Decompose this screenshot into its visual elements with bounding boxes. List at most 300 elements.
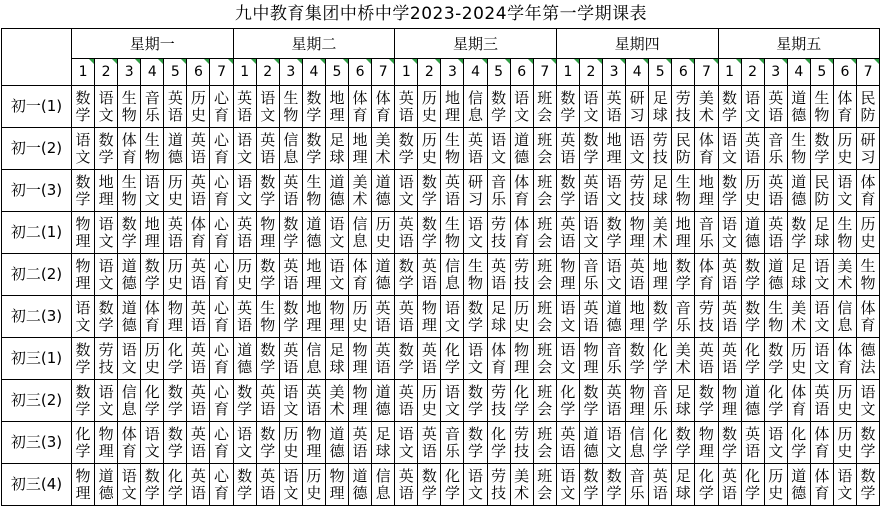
subject-cell bbox=[233, 464, 256, 506]
cell-comment-marker-icon bbox=[851, 59, 856, 64]
subject-cell bbox=[395, 380, 418, 422]
subject-label: 地 理 bbox=[629, 298, 645, 334]
period-number bbox=[579, 59, 602, 86]
subject-cell bbox=[418, 86, 441, 128]
subject-label: 信 息 bbox=[352, 214, 368, 250]
subject-cell bbox=[510, 128, 533, 170]
subject-cell bbox=[372, 170, 395, 212]
subject-cell bbox=[210, 212, 233, 254]
subject-label: 英 语 bbox=[260, 130, 276, 166]
subject-label: 足 球 bbox=[675, 382, 691, 418]
subject-cell bbox=[187, 380, 210, 422]
subject-cell bbox=[856, 296, 879, 338]
subject-cell bbox=[302, 212, 325, 254]
subject-cell bbox=[510, 170, 533, 212]
subject-label: 体 育 bbox=[144, 298, 160, 334]
subject-label: 足 球 bbox=[791, 256, 807, 292]
subject-cell bbox=[187, 212, 210, 254]
subject-label: 道 德 bbox=[352, 466, 368, 502]
subject-label: 物 理 bbox=[75, 256, 91, 292]
subject-cell bbox=[95, 128, 118, 170]
subject-cell bbox=[603, 380, 626, 422]
subject-cell bbox=[95, 212, 118, 254]
subject-cell bbox=[464, 338, 487, 380]
subject-label: 英 语 bbox=[190, 382, 206, 418]
subject-cell bbox=[672, 338, 695, 380]
period-number bbox=[856, 59, 879, 86]
subject-cell bbox=[533, 464, 556, 506]
subject-label: 民 防 bbox=[675, 130, 691, 166]
subject-label: 足 球 bbox=[652, 88, 668, 124]
subject-label: 英 语 bbox=[768, 214, 784, 250]
subject-cell bbox=[510, 254, 533, 296]
subject-cell bbox=[441, 128, 464, 170]
subject-label: 生 物 bbox=[121, 172, 137, 208]
subject-label: 英 语 bbox=[190, 340, 206, 376]
subject-label: 英 语 bbox=[768, 172, 784, 208]
subject-cell bbox=[418, 128, 441, 170]
subject-label: 物 理 bbox=[629, 214, 645, 250]
subject-cell bbox=[579, 380, 602, 422]
cell-comment-marker-icon bbox=[135, 59, 140, 64]
subject-cell bbox=[141, 380, 164, 422]
subject-cell bbox=[764, 128, 787, 170]
subject-cell bbox=[718, 296, 741, 338]
subject-cell bbox=[695, 380, 718, 422]
subject-label: 地 理 bbox=[352, 130, 368, 166]
subject-label: 生 物 bbox=[468, 256, 484, 292]
subject-label: 历 史 bbox=[167, 172, 183, 208]
period-number-label: 6 bbox=[517, 64, 527, 80]
subject-label: 数 学 bbox=[722, 88, 738, 124]
subject-label: 劳 技 bbox=[491, 382, 507, 418]
period-number-label: 2 bbox=[424, 64, 434, 80]
period-number-label: 5 bbox=[655, 64, 665, 80]
subject-label: 体 育 bbox=[514, 214, 530, 250]
subject-label: 化 学 bbox=[491, 424, 507, 460]
subject-label: 体 育 bbox=[352, 88, 368, 124]
subject-label: 语 文 bbox=[144, 424, 160, 460]
subject-label: 历 史 bbox=[768, 466, 784, 502]
subject-label: 数 学 bbox=[75, 172, 91, 208]
subject-label: 班 会 bbox=[537, 340, 553, 376]
subject-cell bbox=[487, 464, 510, 506]
subject-cell bbox=[464, 380, 487, 422]
subject-cell bbox=[325, 338, 348, 380]
subject-cell bbox=[233, 254, 256, 296]
subject-label: 民 防 bbox=[814, 172, 830, 208]
subject-label: 历 史 bbox=[745, 172, 761, 208]
subject-cell bbox=[787, 170, 810, 212]
subject-cell bbox=[72, 464, 95, 506]
subject-label: 地 理 bbox=[98, 172, 114, 208]
subject-cell bbox=[372, 464, 395, 506]
subject-label: 英 语 bbox=[283, 340, 299, 376]
subject-label: 历 史 bbox=[190, 88, 206, 124]
subject-label: 数 学 bbox=[237, 382, 253, 418]
subject-label: 英 语 bbox=[375, 340, 391, 376]
subject-cell bbox=[695, 296, 718, 338]
subject-label: 地 理 bbox=[306, 256, 322, 292]
subject-label: 美 术 bbox=[675, 340, 691, 376]
subject-label: 数 学 bbox=[583, 130, 599, 166]
subject-cell bbox=[233, 422, 256, 464]
subject-label: 班 会 bbox=[537, 172, 553, 208]
subject-label: 音 乐 bbox=[583, 256, 599, 292]
subject-label: 地 理 bbox=[652, 256, 668, 292]
subject-cell bbox=[579, 422, 602, 464]
subject-label: 化 学 bbox=[652, 424, 668, 460]
subject-label: 语 文 bbox=[560, 466, 576, 502]
subject-label: 英 语 bbox=[167, 214, 183, 250]
subject-label: 语 文 bbox=[722, 130, 738, 166]
subject-label: 数 学 bbox=[421, 172, 437, 208]
subject-cell bbox=[302, 338, 325, 380]
subject-label: 道 德 bbox=[329, 172, 345, 208]
subject-label: 化 学 bbox=[514, 382, 530, 418]
subject-label: 英 语 bbox=[190, 298, 206, 334]
period-number bbox=[695, 59, 718, 86]
cell-comment-marker-icon bbox=[274, 59, 279, 64]
subject-cell bbox=[810, 296, 833, 338]
subject-cell bbox=[325, 86, 348, 128]
cell-comment-marker-icon bbox=[805, 59, 810, 64]
subject-cell bbox=[833, 422, 856, 464]
subject-cell bbox=[210, 380, 233, 422]
subject-label: 物 理 bbox=[75, 466, 91, 502]
subject-label: 语 文 bbox=[237, 172, 253, 208]
subject-cell bbox=[649, 338, 672, 380]
subject-label: 英 语 bbox=[306, 382, 322, 418]
subject-label: 语 文 bbox=[814, 298, 830, 334]
subject-cell bbox=[810, 338, 833, 380]
subject-label: 语 文 bbox=[121, 340, 137, 376]
subject-cell bbox=[164, 254, 187, 296]
subject-label: 心 育 bbox=[214, 256, 230, 292]
subject-cell bbox=[810, 380, 833, 422]
subject-cell bbox=[533, 254, 556, 296]
period-number-label: 1 bbox=[563, 64, 573, 80]
period-number bbox=[672, 59, 695, 86]
cell-comment-marker-icon bbox=[574, 59, 579, 64]
subject-label: 化 学 bbox=[167, 340, 183, 376]
subject-label: 数 学 bbox=[860, 424, 876, 460]
subject-label: 生 物 bbox=[837, 214, 853, 250]
subject-label: 数 学 bbox=[468, 382, 484, 418]
subject-label: 语 文 bbox=[98, 382, 114, 418]
subject-label: 数 学 bbox=[675, 256, 691, 292]
subject-cell bbox=[856, 212, 879, 254]
subject-cell bbox=[603, 212, 626, 254]
subject-label: 信 息 bbox=[837, 298, 853, 334]
period-number-label: 4 bbox=[632, 64, 642, 80]
subject-label: 英 语 bbox=[583, 172, 599, 208]
period-number-label: 1 bbox=[401, 64, 411, 80]
subject-cell bbox=[810, 128, 833, 170]
subject-label: 信 息 bbox=[306, 340, 322, 376]
subject-cell bbox=[395, 170, 418, 212]
subject-label: 英 语 bbox=[190, 130, 206, 166]
subject-cell bbox=[626, 422, 649, 464]
period-number bbox=[349, 59, 372, 86]
subject-cell bbox=[256, 380, 279, 422]
period-number bbox=[141, 59, 164, 86]
period-number-label: 5 bbox=[494, 64, 504, 80]
period-number bbox=[395, 59, 418, 86]
subject-label: 数 学 bbox=[583, 382, 599, 418]
subject-label: 英 语 bbox=[652, 466, 668, 502]
subject-cell bbox=[279, 464, 302, 506]
subject-cell bbox=[856, 422, 879, 464]
subject-label: 语 文 bbox=[837, 466, 853, 502]
subject-cell bbox=[764, 212, 787, 254]
subject-cell bbox=[810, 86, 833, 128]
subject-cell bbox=[626, 338, 649, 380]
cell-comment-marker-icon bbox=[228, 59, 233, 64]
period-number-label: 6 bbox=[840, 64, 850, 80]
subject-label: 英 语 bbox=[421, 424, 437, 460]
subject-cell bbox=[418, 254, 441, 296]
subject-cell bbox=[695, 86, 718, 128]
subject-cell bbox=[718, 170, 741, 212]
subject-label: 英 语 bbox=[398, 88, 414, 124]
subject-cell bbox=[833, 464, 856, 506]
period-number bbox=[372, 59, 395, 86]
subject-cell bbox=[672, 296, 695, 338]
subject-label: 数 学 bbox=[398, 340, 414, 376]
subject-cell bbox=[233, 86, 256, 128]
subject-label: 语 文 bbox=[75, 130, 91, 166]
subject-cell bbox=[603, 464, 626, 506]
subject-cell bbox=[764, 86, 787, 128]
subject-label: 物 理 bbox=[329, 466, 345, 502]
subject-cell bbox=[279, 170, 302, 212]
subject-cell bbox=[256, 254, 279, 296]
subject-cell bbox=[164, 380, 187, 422]
subject-label: 地 理 bbox=[306, 298, 322, 334]
cell-comment-marker-icon bbox=[343, 59, 348, 64]
subject-label: 劳 技 bbox=[491, 214, 507, 250]
subject-label: 美 术 bbox=[352, 172, 368, 208]
subject-cell bbox=[72, 338, 95, 380]
subject-cell bbox=[649, 296, 672, 338]
subject-label: 化 学 bbox=[745, 466, 761, 502]
subject-cell bbox=[95, 380, 118, 422]
subject-cell bbox=[164, 128, 187, 170]
subject-label: 语 文 bbox=[606, 256, 622, 292]
subject-label: 语 文 bbox=[98, 88, 114, 124]
subject-cell bbox=[141, 212, 164, 254]
period-number bbox=[233, 59, 256, 86]
subject-cell bbox=[302, 380, 325, 422]
period-number bbox=[626, 59, 649, 86]
class-name: 初一(1) bbox=[2, 86, 72, 128]
subject-label: 生 物 bbox=[121, 88, 137, 124]
subject-label: 数 学 bbox=[583, 466, 599, 502]
subject-label: 生 物 bbox=[283, 88, 299, 124]
subject-label: 英 语 bbox=[745, 424, 761, 460]
period-number bbox=[418, 59, 441, 86]
subject-cell bbox=[164, 338, 187, 380]
subject-label: 道 德 bbox=[329, 424, 345, 460]
period-number bbox=[833, 59, 856, 86]
subject-cell bbox=[833, 128, 856, 170]
subject-cell bbox=[464, 296, 487, 338]
subject-label: 数 学 bbox=[260, 424, 276, 460]
subject-label: 数 学 bbox=[144, 256, 160, 292]
class-name: 初二(1) bbox=[2, 212, 72, 254]
subject-label: 道 德 bbox=[237, 340, 253, 376]
subject-cell bbox=[302, 128, 325, 170]
subject-cell bbox=[672, 86, 695, 128]
subject-label: 数 学 bbox=[560, 172, 576, 208]
subject-label: 数 学 bbox=[144, 466, 160, 502]
subject-cell bbox=[233, 338, 256, 380]
period-number-label: 4 bbox=[471, 64, 480, 80]
subject-cell bbox=[279, 128, 302, 170]
subject-label: 班 会 bbox=[537, 382, 553, 418]
subject-cell bbox=[810, 254, 833, 296]
subject-label: 语 文 bbox=[860, 382, 876, 418]
subject-cell bbox=[118, 338, 141, 380]
subject-label: 物 理 bbox=[560, 256, 576, 292]
subject-cell bbox=[233, 212, 256, 254]
subject-label: 历 史 bbox=[421, 88, 437, 124]
subject-cell bbox=[210, 86, 233, 128]
cell-comment-marker-icon bbox=[389, 59, 394, 64]
subject-cell bbox=[533, 170, 556, 212]
subject-label: 心 育 bbox=[214, 130, 230, 166]
subject-cell bbox=[256, 128, 279, 170]
subject-cell bbox=[279, 338, 302, 380]
subject-cell bbox=[164, 170, 187, 212]
subject-label: 物 理 bbox=[75, 214, 91, 250]
subject-cell bbox=[833, 86, 856, 128]
subject-cell bbox=[256, 338, 279, 380]
subject-label: 语 文 bbox=[144, 172, 160, 208]
subject-label: 数 学 bbox=[237, 466, 253, 502]
period-number bbox=[764, 59, 787, 86]
subject-cell bbox=[626, 128, 649, 170]
subject-cell bbox=[279, 212, 302, 254]
subject-label: 英 语 bbox=[398, 382, 414, 418]
subject-label: 物 理 bbox=[514, 340, 530, 376]
day-header: 星期五 bbox=[718, 29, 880, 59]
subject-cell bbox=[810, 422, 833, 464]
subject-cell bbox=[556, 212, 579, 254]
subject-label: 体 育 bbox=[814, 466, 830, 502]
subject-label: 班 会 bbox=[537, 466, 553, 502]
class-row bbox=[2, 296, 880, 338]
subject-label: 历 史 bbox=[837, 424, 853, 460]
subject-cell bbox=[510, 380, 533, 422]
subject-cell bbox=[141, 128, 164, 170]
subject-label: 地 理 bbox=[698, 172, 714, 208]
subject-label: 劳 技 bbox=[652, 130, 668, 166]
subject-label: 英 语 bbox=[491, 256, 507, 292]
subject-cell bbox=[118, 128, 141, 170]
subject-label: 英 语 bbox=[260, 466, 276, 502]
subject-label: 数 学 bbox=[421, 466, 437, 502]
subject-cell bbox=[626, 86, 649, 128]
subject-cell bbox=[856, 338, 879, 380]
subject-label: 数 学 bbox=[121, 214, 137, 250]
subject-label: 历 史 bbox=[791, 340, 807, 376]
subject-cell bbox=[372, 128, 395, 170]
subject-label: 生 物 bbox=[444, 130, 460, 166]
subject-label: 物 理 bbox=[421, 298, 437, 334]
subject-label: 心 育 bbox=[214, 424, 230, 460]
subject-cell bbox=[279, 380, 302, 422]
class-row bbox=[2, 338, 880, 380]
subject-cell bbox=[349, 254, 372, 296]
subject-cell bbox=[302, 464, 325, 506]
subject-label: 数 学 bbox=[768, 340, 784, 376]
cell-comment-marker-icon bbox=[666, 59, 671, 64]
subject-label: 生 物 bbox=[675, 172, 691, 208]
subject-label: 数 学 bbox=[606, 466, 622, 502]
cell-comment-marker-icon bbox=[158, 59, 163, 64]
subject-label: 语 文 bbox=[583, 88, 599, 124]
subject-label: 语 文 bbox=[583, 214, 599, 250]
subject-label: 音 乐 bbox=[629, 466, 645, 502]
subject-cell bbox=[349, 296, 372, 338]
subject-cell bbox=[325, 212, 348, 254]
subject-label: 语 文 bbox=[560, 340, 576, 376]
subject-label: 足 球 bbox=[329, 130, 345, 166]
class-row bbox=[2, 86, 880, 128]
subject-cell bbox=[256, 422, 279, 464]
subject-label: 历 史 bbox=[237, 256, 253, 292]
subject-label: 研 习 bbox=[629, 88, 645, 124]
subject-label: 民 防 bbox=[860, 88, 876, 124]
class-name: 初一(2) bbox=[2, 128, 72, 170]
subject-cell bbox=[741, 464, 764, 506]
class-name: 初三(2) bbox=[2, 380, 72, 422]
subject-cell bbox=[118, 212, 141, 254]
subject-cell bbox=[626, 254, 649, 296]
subject-label: 生 物 bbox=[814, 88, 830, 124]
subject-label: 语 文 bbox=[606, 424, 622, 460]
subject-cell bbox=[464, 128, 487, 170]
subject-label: 信 息 bbox=[283, 130, 299, 166]
subject-label: 信 息 bbox=[375, 466, 391, 502]
subject-cell bbox=[833, 212, 856, 254]
subject-cell bbox=[395, 212, 418, 254]
cell-comment-marker-icon bbox=[689, 59, 694, 64]
subject-label: 英 语 bbox=[190, 172, 206, 208]
subject-label: 化 学 bbox=[144, 382, 160, 418]
subject-cell bbox=[464, 212, 487, 254]
subject-cell bbox=[118, 170, 141, 212]
subject-label: 语 文 bbox=[745, 88, 761, 124]
subject-cell bbox=[764, 380, 787, 422]
subject-label: 道 德 bbox=[514, 130, 530, 166]
subject-cell bbox=[510, 464, 533, 506]
subject-label: 地 理 bbox=[444, 88, 460, 124]
cell-comment-marker-icon bbox=[297, 59, 302, 64]
subject-cell bbox=[856, 464, 879, 506]
subject-label: 语 文 bbox=[606, 172, 622, 208]
subject-label: 物 理 bbox=[352, 382, 368, 418]
subject-cell bbox=[95, 464, 118, 506]
subject-cell bbox=[533, 86, 556, 128]
subject-cell bbox=[325, 464, 348, 506]
subject-cell bbox=[741, 338, 764, 380]
subject-label: 道 德 bbox=[375, 172, 391, 208]
subject-cell bbox=[349, 212, 372, 254]
subject-label: 美 术 bbox=[837, 256, 853, 292]
